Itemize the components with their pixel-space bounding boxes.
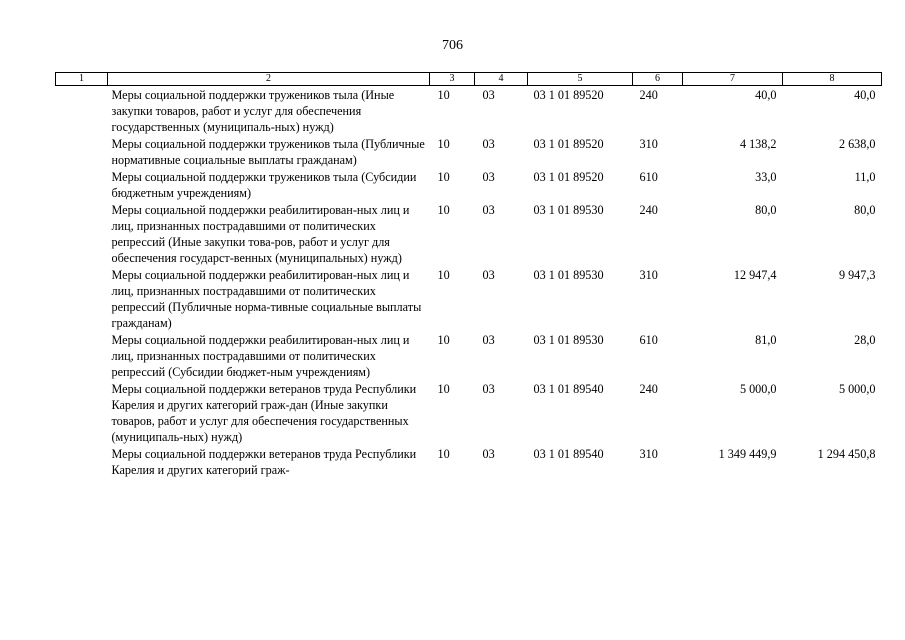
table-row (56, 380, 882, 445)
amount-year-2: 1 294 450,8 (817, 447, 876, 461)
row-number-cell (56, 445, 108, 478)
expense-description: Меры социальной поддержки тружеников тыла (Субсидии бюджетным учреждениям) (111, 170, 417, 200)
section-code: 10 (437, 382, 450, 396)
header-col-5: 5 (528, 73, 633, 86)
amount-year-1: 81,0 (755, 333, 777, 347)
expense-type-code: 610 (639, 170, 658, 184)
header-col-2: 2 (108, 73, 430, 86)
expense-type-code: 240 (639, 382, 658, 396)
row-number-cell (56, 201, 108, 266)
subsection-code: 03 (482, 333, 495, 347)
table-row (56, 445, 882, 478)
expense-description: Меры социальной поддержки реабилитирован-ных лиц и лиц, признанных пострадавшими от политических репрессий (Субсидии бюджет-ным учреждениям) (111, 333, 410, 379)
expense-type-code: 310 (639, 137, 658, 151)
subsection-code: 03 (482, 203, 495, 217)
target-article-code: 03 1 01 89530 (533, 203, 604, 217)
subsection-code: 03 (482, 268, 495, 282)
target-article-code: 03 1 01 89540 (533, 382, 604, 396)
subsection-code: 03 (482, 137, 495, 151)
target-article-code: 03 1 01 89520 (533, 88, 604, 102)
subsection-code: 03 (482, 88, 495, 102)
header-col-8: 8 (783, 73, 882, 86)
section-code: 10 (437, 203, 450, 217)
row-number-cell (56, 168, 108, 201)
header-col-7: 7 (683, 73, 783, 86)
section-code: 10 (437, 268, 450, 282)
expense-description: Меры социальной поддержки тружеников тыла (Иные закупки товаров, работ и услуг для обеспечения государственных (муниципаль-ных) нужд) (111, 88, 395, 134)
target-article-code: 03 1 01 89530 (533, 333, 604, 347)
header-col-6: 6 (633, 73, 683, 86)
expense-type-code: 610 (639, 333, 658, 347)
subsection-code: 03 (482, 447, 495, 461)
amount-year-1: 12 947,4 (733, 268, 777, 282)
header-col-3: 3 (430, 73, 475, 86)
table-row (56, 168, 882, 201)
expense-description: Меры социальной поддержки тружеников тыла (Публичные нормативные социальные выплаты гражданам) (111, 137, 425, 167)
section-code: 10 (437, 170, 450, 184)
amount-year-1: 80,0 (755, 203, 777, 217)
amount-year-2: 2 638,0 (838, 137, 876, 151)
page-number: 706 (442, 38, 463, 53)
budget-table (55, 72, 882, 478)
expense-type-code: 310 (639, 447, 658, 461)
section-code: 10 (437, 137, 450, 151)
table-row (56, 86, 882, 136)
target-article-code: 03 1 01 89540 (533, 447, 604, 461)
section-code: 10 (437, 88, 450, 102)
target-article-code: 03 1 01 89530 (533, 268, 604, 282)
column-number-header (56, 73, 882, 86)
expense-description: Меры социальной поддержки ветеранов труда Республики Карелия и других категорий граж- (111, 447, 417, 477)
amount-year-1: 40,0 (755, 88, 777, 102)
table-row (56, 135, 882, 168)
row-number-cell (56, 266, 108, 331)
expense-description: Меры социальной поддержки реабилитирован-ных лиц и лиц, признанных пострадавшими от политических репрессий (Иные закупки това-ров, работ и услуг для обеспечения государст-венных (муниципальных) нужд) (111, 203, 410, 265)
target-article-code: 03 1 01 89520 (533, 137, 604, 151)
amount-year-1: 5 000,0 (739, 382, 777, 396)
section-code: 10 (437, 333, 450, 347)
section-code: 10 (437, 447, 450, 461)
subsection-code: 03 (482, 382, 495, 396)
expense-type-code: 240 (639, 203, 658, 217)
target-article-code: 03 1 01 89520 (533, 170, 604, 184)
table-row (56, 201, 882, 266)
table-row (56, 266, 882, 331)
row-number-cell (56, 331, 108, 380)
row-number-cell (56, 135, 108, 168)
amount-year-1: 33,0 (755, 170, 777, 184)
amount-year-2: 28,0 (854, 333, 876, 347)
expense-description: Меры социальной поддержки ветеранов труда Республики Карелия и других категорий граж-дан (Иные закупки товаров, работ и услуг для обеспечения государственных (муниципаль-ных) нужд) (111, 382, 417, 444)
amount-year-2: 11,0 (854, 170, 876, 184)
amount-year-2: 40,0 (854, 88, 876, 102)
amount-year-1: 4 138,2 (739, 137, 777, 151)
table-row (56, 331, 882, 380)
header-col-1: 1 (56, 73, 108, 86)
amount-year-2: 80,0 (854, 203, 876, 217)
amount-year-1: 1 349 449,9 (718, 447, 777, 461)
expense-type-code: 240 (639, 88, 658, 102)
row-number-cell (56, 86, 108, 136)
amount-year-2: 9 947,3 (838, 268, 876, 282)
amount-year-2: 5 000,0 (838, 382, 876, 396)
row-number-cell (56, 380, 108, 445)
expense-description: Меры социальной поддержки реабилитирован-ных лиц и лиц, признанных пострадавшими от политических репрессий (Публичные норма-тивные социальные выплаты гражданам) (111, 268, 422, 330)
subsection-code: 03 (482, 170, 495, 184)
expense-type-code: 310 (639, 268, 658, 282)
header-col-4: 4 (475, 73, 528, 86)
